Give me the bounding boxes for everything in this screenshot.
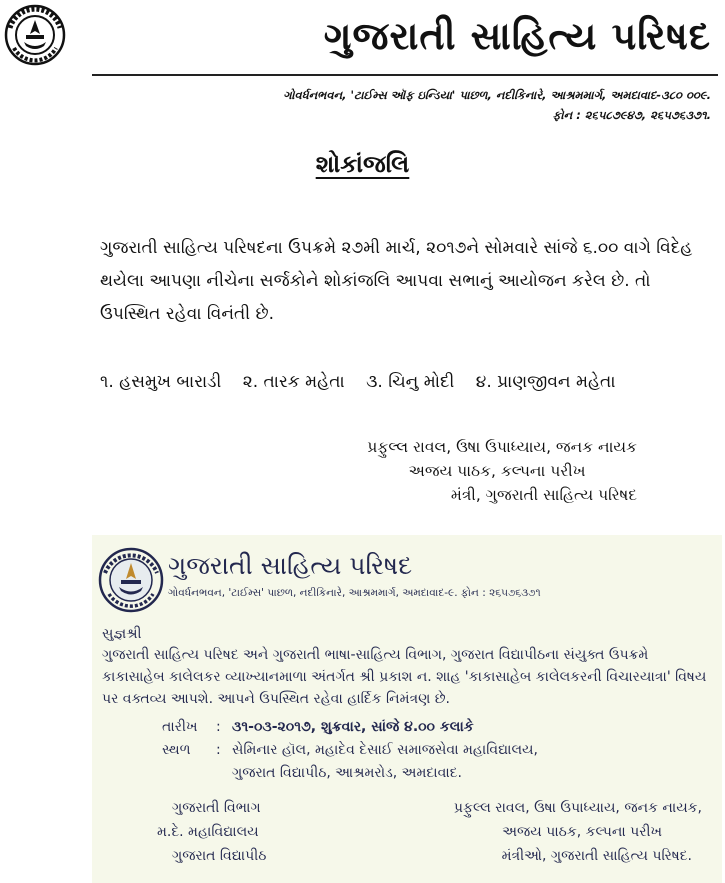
venue-separator: : [216, 742, 221, 758]
host-right-line: પ્રફુલ્લ રાવલ, ઉષા ઉપાધ્યાય, જનક નાયક, [453, 800, 702, 816]
invitation-org-title: ગુજરાતી સાહિત્ય પરિષદ [168, 551, 413, 580]
phone-line: ફોન : ૨૬૫૮૭૯૪૭, ૨૬૫૭૬૩૭૧. [552, 108, 711, 122]
address-line: ગોવર્ધનભવન, 'ટાઈમ્સ ઑફ ઇન્ડિયા' પાછળ, નદીકિનારે, આશ્રમમાર્ગ, અમદાવાદ-૩૮૦ ૦૦૯. [283, 88, 711, 102]
host-left-line: મ.દે. મહાવિદ્યાલય [157, 824, 259, 840]
society-seal-icon [4, 4, 66, 66]
salutation: સુજ્ઞશ્રી [102, 626, 142, 642]
header-divider [92, 74, 718, 76]
venue-line: ગુજરાત વિદ્યાપીઠ, આશ્રમરોડ, અમદાવાદ. [232, 765, 463, 781]
list-item: ૨. તારક મહેતા [242, 372, 345, 392]
invitation-card [92, 535, 722, 883]
host-right-line: મંત્રીઓ, ગુજરાતી સાહિત્ય પરિષદ. [501, 848, 692, 864]
venue-label: સ્થળ [162, 742, 191, 758]
signatory-line: પ્રફુલ્લ રાવલ, ઉષા ઉપાધ્યાય, જનક નાયક [367, 438, 637, 456]
organization-title: ગુજરાતી સાહિત્ય પરિષદ [323, 14, 711, 58]
notice-paragraph: ગુજરાતી સાહિત્ય પરિષદના ઉપક્રમે ૨૭મી માર્ચ, ૨૦૧૭ને સોમવારે સાંજે ૬.૦૦ વાગે વિદેહ થયેલા આપણા નીચેના સર્જકોને શોકાંજલિ આપવા સભાનું આયોજન કરેલ છે. તો ઉપસ્થિત રહેવા વિનંતી છે. [100, 238, 693, 324]
notice-heading-text: શોકાંજલિ [315, 150, 410, 178]
list-item: ૩. ચિનુ મોદી [366, 372, 455, 392]
signatory-line: અજય પાઠક, કલ્પના પરીખ [408, 462, 586, 480]
date-separator: : [216, 719, 221, 735]
invitation-paragraph: ગુજરાતી સાહિત્ય પરિષદ અને ગુજરાતી ભાષા-સાહિત્ય વિભાગ, ગુજરાત વિદ્યાપીઠના સંયુક્ત ઉપક્રમે કાકાસાહેબ કાલેલકર વ્યાખ્યાનમાળા અંતર્ગત શ્રી પ્રકાશ ન. શાહ 'કાકાસાહેબ કાલેલકરની વિચારયાત્રા' વિષય પર વક્તવ્ય આપશે. આપને ઉપસ્થિત રહેવા હાર્દિક નિમંત્રણ છે. [102, 647, 707, 707]
list-item: ૧. હસમુખ બારાડી [100, 372, 222, 392]
notice-heading [0, 150, 725, 178]
names-list [100, 372, 632, 392]
signatory-line: મંત્રી, ગુજરાતી સાહિત્ય પરિષદ [450, 486, 637, 504]
host-right-line: અજય પાઠક, કલ્પના પરીખ [502, 824, 662, 840]
invitation-address: ગોવર્ધનભવન, 'ટાઈમ્સ' પાછળ, નદીકિનારે, આશ્રમમાર્ગ, અમદાવાદ-૯. ફોન : ૨૬૫૭૬૩૭૧ [168, 587, 541, 599]
list-item: ૪. પ્રાણજીવન મહેતા [475, 372, 616, 392]
date-value: ૩૧-૦૩-૨૦૧૭, શુક્રવાર, સાંજે ૪.૦૦ કલાકે [232, 719, 474, 735]
society-seal-icon [98, 547, 164, 613]
date-label: તારીખ [162, 719, 198, 735]
host-left-line: ગુજરાતી વિભાગ [172, 800, 261, 816]
venue-line: સેમિનાર હૉલ, મહાદેવ દેસાઈ સમાજસેવા મહાવિદ્યાલય, [232, 742, 538, 758]
host-left-line: ગુજરાત વિદ્યાપીઠ [172, 848, 267, 864]
